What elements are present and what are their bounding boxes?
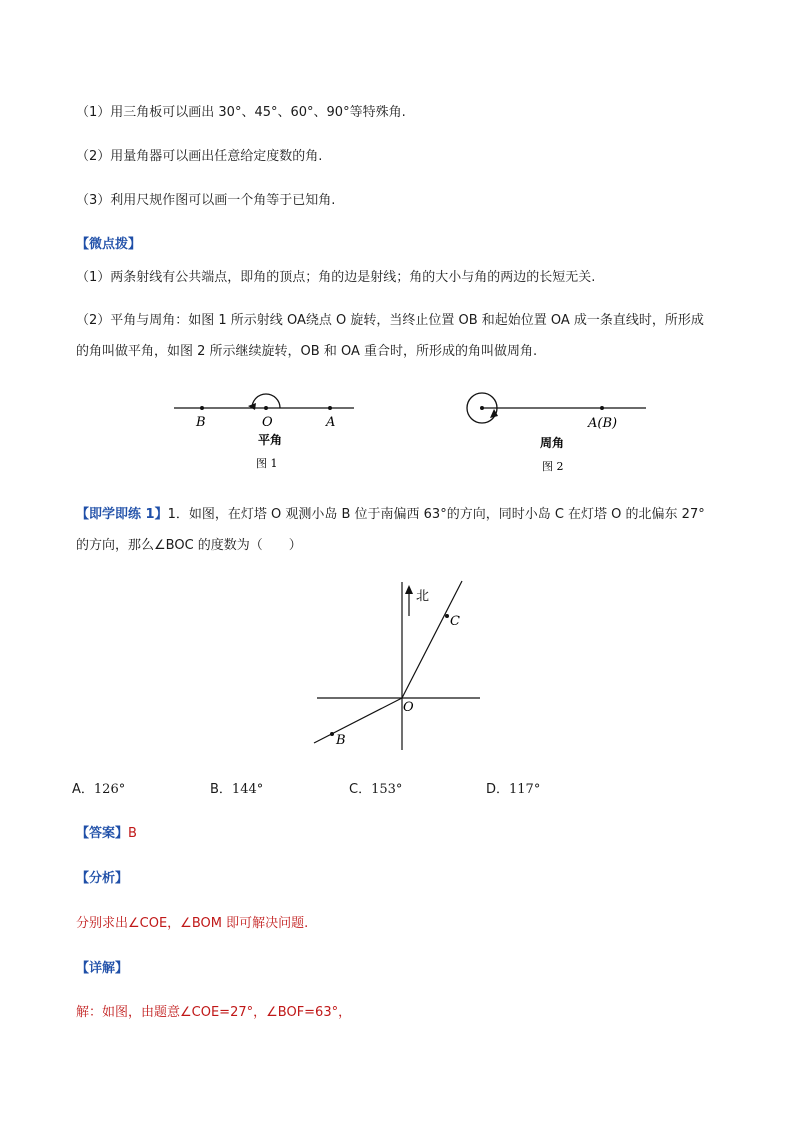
answer-value: B (128, 826, 137, 841)
fig1-point-b (200, 406, 204, 410)
ray-oc (402, 581, 462, 698)
fig1-caption: 图 1 (256, 457, 278, 470)
label-o: O (403, 700, 414, 715)
label-c: C (450, 614, 460, 629)
exercise-question-2: 的方向，那么∠BOC 的度数为（ ） (76, 538, 302, 553)
option-b-value: 144° (231, 782, 264, 797)
detail-header: 【详解】 (76, 961, 129, 976)
fig1-label-a: A (326, 415, 336, 430)
north-arrow-icon (405, 585, 413, 594)
fig1-point-o (264, 406, 268, 410)
figure-2-full-angle (458, 385, 658, 480)
option-d[interactable] (486, 780, 540, 800)
ray-ob (314, 698, 402, 743)
option-a-letter: A． (72, 782, 94, 797)
option-c-letter: C． (349, 782, 372, 797)
fig1-name: 平角 (258, 433, 283, 447)
answer-line (76, 824, 137, 844)
fig2-point-ab (600, 406, 604, 410)
option-b-letter: B． (210, 782, 232, 797)
point-3: （3）利用尺规作图可以画一个角等于已知角. (76, 193, 336, 208)
analysis-text: 分别求出∠COE，∠BOM 即可解决问题. (76, 916, 309, 931)
option-d-letter: D． (486, 782, 510, 797)
exercise-line-1 (76, 505, 705, 525)
north-label: 北 (416, 589, 430, 604)
tip-2b: 的角叫做平角，如图 2 所示继续旋转，OB 和 OA 重合时，所形成的角叫做周角. (76, 344, 538, 359)
option-c[interactable] (349, 780, 402, 800)
exercise-question-1: 1．如图，在灯塔 O 观测小岛 B 位于南偏西 63°的方向，同时小岛 C 在灯塔 O 的北偏东 27° (167, 507, 705, 522)
analysis-header: 【分析】 (76, 871, 129, 886)
fig2-label-ab: A(B) (588, 416, 618, 431)
answer-header: 【答案】 (76, 826, 129, 841)
label-b: B (336, 733, 346, 748)
tip-1: （1）两条射线有公共端点，即角的顶点；角的边是射线；角的大小与角的两边的长短无关. (76, 270, 596, 285)
figure-1-straight-angle (170, 385, 370, 475)
direction-diagram (300, 580, 490, 755)
tip-header: 【微点拨】 (76, 237, 142, 252)
point-c (445, 614, 449, 618)
tip-2a: （2）平角与周角：如图 1 所示射线 OA绕点 O 旋转，当终止位置 OB 和起始位置 OA 成一条直线时，所形成 (76, 313, 704, 328)
fig1-label-b: B (196, 415, 206, 430)
option-a-value: 126° (93, 782, 126, 797)
fig1-point-a (328, 406, 332, 410)
fig2-name: 周角 (540, 436, 565, 450)
fig1-arc (252, 394, 280, 408)
option-b[interactable] (210, 780, 263, 800)
exercise-tag: 【即学即练 1】 (76, 507, 168, 522)
option-c-value: 153° (371, 782, 403, 797)
option-a[interactable] (72, 780, 125, 800)
detail-text: 解：如图，由题意∠COE=27°，∠BOF=63°， (76, 1005, 352, 1020)
point-2: （2）用量角器可以画出任意给定度数的角. (76, 149, 323, 164)
fig2-caption: 图 2 (542, 460, 564, 473)
option-d-value: 117° (509, 782, 541, 797)
point-b (330, 732, 334, 736)
point-1: （1）用三角板可以画出 30°、45°、60°、90°等特殊角. (76, 105, 406, 120)
fig1-label-o: O (262, 415, 273, 430)
